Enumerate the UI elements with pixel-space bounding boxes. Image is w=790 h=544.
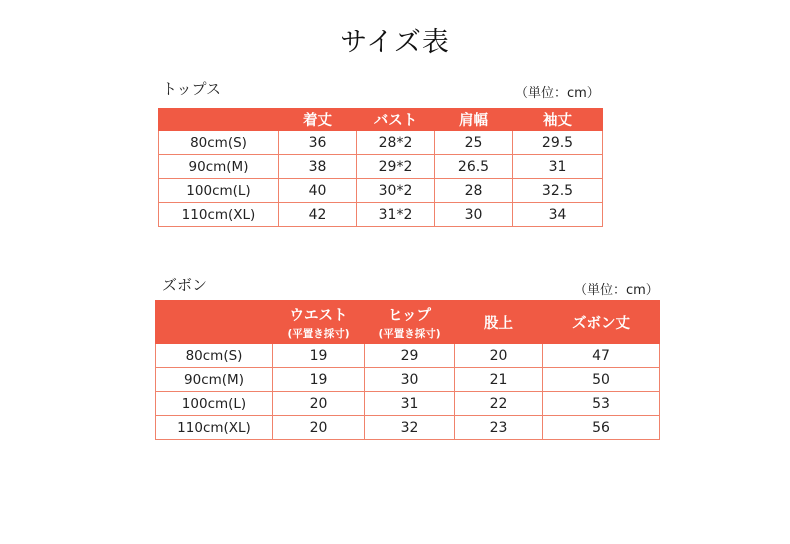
- table-row: [159, 131, 603, 155]
- table-cell: 29.5: [513, 131, 603, 155]
- pants-unit-label: （単位：cm）: [574, 283, 659, 298]
- table-cell: 25: [435, 131, 513, 155]
- table-cell: 26.5: [435, 155, 513, 179]
- pants-header-cell: [365, 301, 455, 344]
- pants-header-cell: [156, 301, 273, 344]
- table-row: [159, 155, 603, 179]
- table-row: [156, 392, 660, 416]
- page-title: サイズ表: [340, 27, 450, 58]
- table-row: [156, 368, 660, 392]
- table-cell: 36: [279, 131, 357, 155]
- size-label-cell: 110cm(XL): [156, 416, 273, 440]
- table-row: [156, 416, 660, 440]
- table-cell: 28*2: [357, 131, 435, 155]
- size-label-cell: 80cm(S): [156, 344, 273, 368]
- table-cell: 31: [365, 392, 455, 416]
- table-cell: 20: [455, 344, 543, 368]
- tops-section-label: トップス: [162, 80, 221, 98]
- size-label-cell: 110cm(XL): [159, 203, 279, 227]
- size-label-cell: 100cm(L): [159, 179, 279, 203]
- table-cell: 30: [435, 203, 513, 227]
- table-cell: 42: [279, 203, 357, 227]
- table-cell: 20: [273, 392, 365, 416]
- table-cell: 32: [365, 416, 455, 440]
- pants-size-table: [155, 300, 660, 440]
- table-cell: 32.5: [513, 179, 603, 203]
- table-cell: 29: [365, 344, 455, 368]
- table-row: [159, 179, 603, 203]
- pants-header-label: ヒップ: [387, 307, 432, 324]
- tops-header-cell: 肩幅: [435, 109, 513, 131]
- pants-header-sublabel: (平置き採寸): [287, 327, 350, 340]
- tops-header-cell: バスト: [357, 109, 435, 131]
- tops-header-cell: 着丈: [279, 109, 357, 131]
- table-cell: 53: [543, 392, 660, 416]
- tops-size-table: [158, 108, 603, 227]
- tops-header-cell: [159, 109, 279, 131]
- table-cell: 20: [273, 416, 365, 440]
- size-label-cell: 90cm(M): [156, 368, 273, 392]
- table-cell: 19: [273, 368, 365, 392]
- pants-header-cell: [273, 301, 365, 344]
- table-cell: 56: [543, 416, 660, 440]
- size-label-cell: 100cm(L): [156, 392, 273, 416]
- table-cell: 30: [365, 368, 455, 392]
- tops-header-cell: 袖丈: [513, 109, 603, 131]
- pants-header-sublabel: (平置き採寸): [378, 327, 441, 340]
- pants-section-label: ズボン: [162, 276, 208, 294]
- table-cell: 22: [455, 392, 543, 416]
- table-cell: 38: [279, 155, 357, 179]
- pants-header-cell: ズボン丈: [543, 301, 660, 344]
- table-cell: 47: [543, 344, 660, 368]
- table-cell: 40: [279, 179, 357, 203]
- table-cell: 19: [273, 344, 365, 368]
- pants-header-label: ウエスト: [289, 307, 348, 324]
- table-cell: 50: [543, 368, 660, 392]
- tops-header-row: [159, 109, 603, 131]
- table-cell: 31: [513, 155, 603, 179]
- table-row: [156, 344, 660, 368]
- table-row: [159, 203, 603, 227]
- table-cell: 30*2: [357, 179, 435, 203]
- pants-header-row: [156, 301, 660, 344]
- table-cell: 23: [455, 416, 543, 440]
- size-label-cell: 90cm(M): [159, 155, 279, 179]
- size-label-cell: 80cm(S): [159, 131, 279, 155]
- table-cell: 31*2: [357, 203, 435, 227]
- pants-header-cell: 股上: [455, 301, 543, 344]
- table-cell: 21: [455, 368, 543, 392]
- table-cell: 34: [513, 203, 603, 227]
- tops-unit-label: （単位：cm）: [515, 86, 600, 101]
- table-cell: 29*2: [357, 155, 435, 179]
- table-cell: 28: [435, 179, 513, 203]
